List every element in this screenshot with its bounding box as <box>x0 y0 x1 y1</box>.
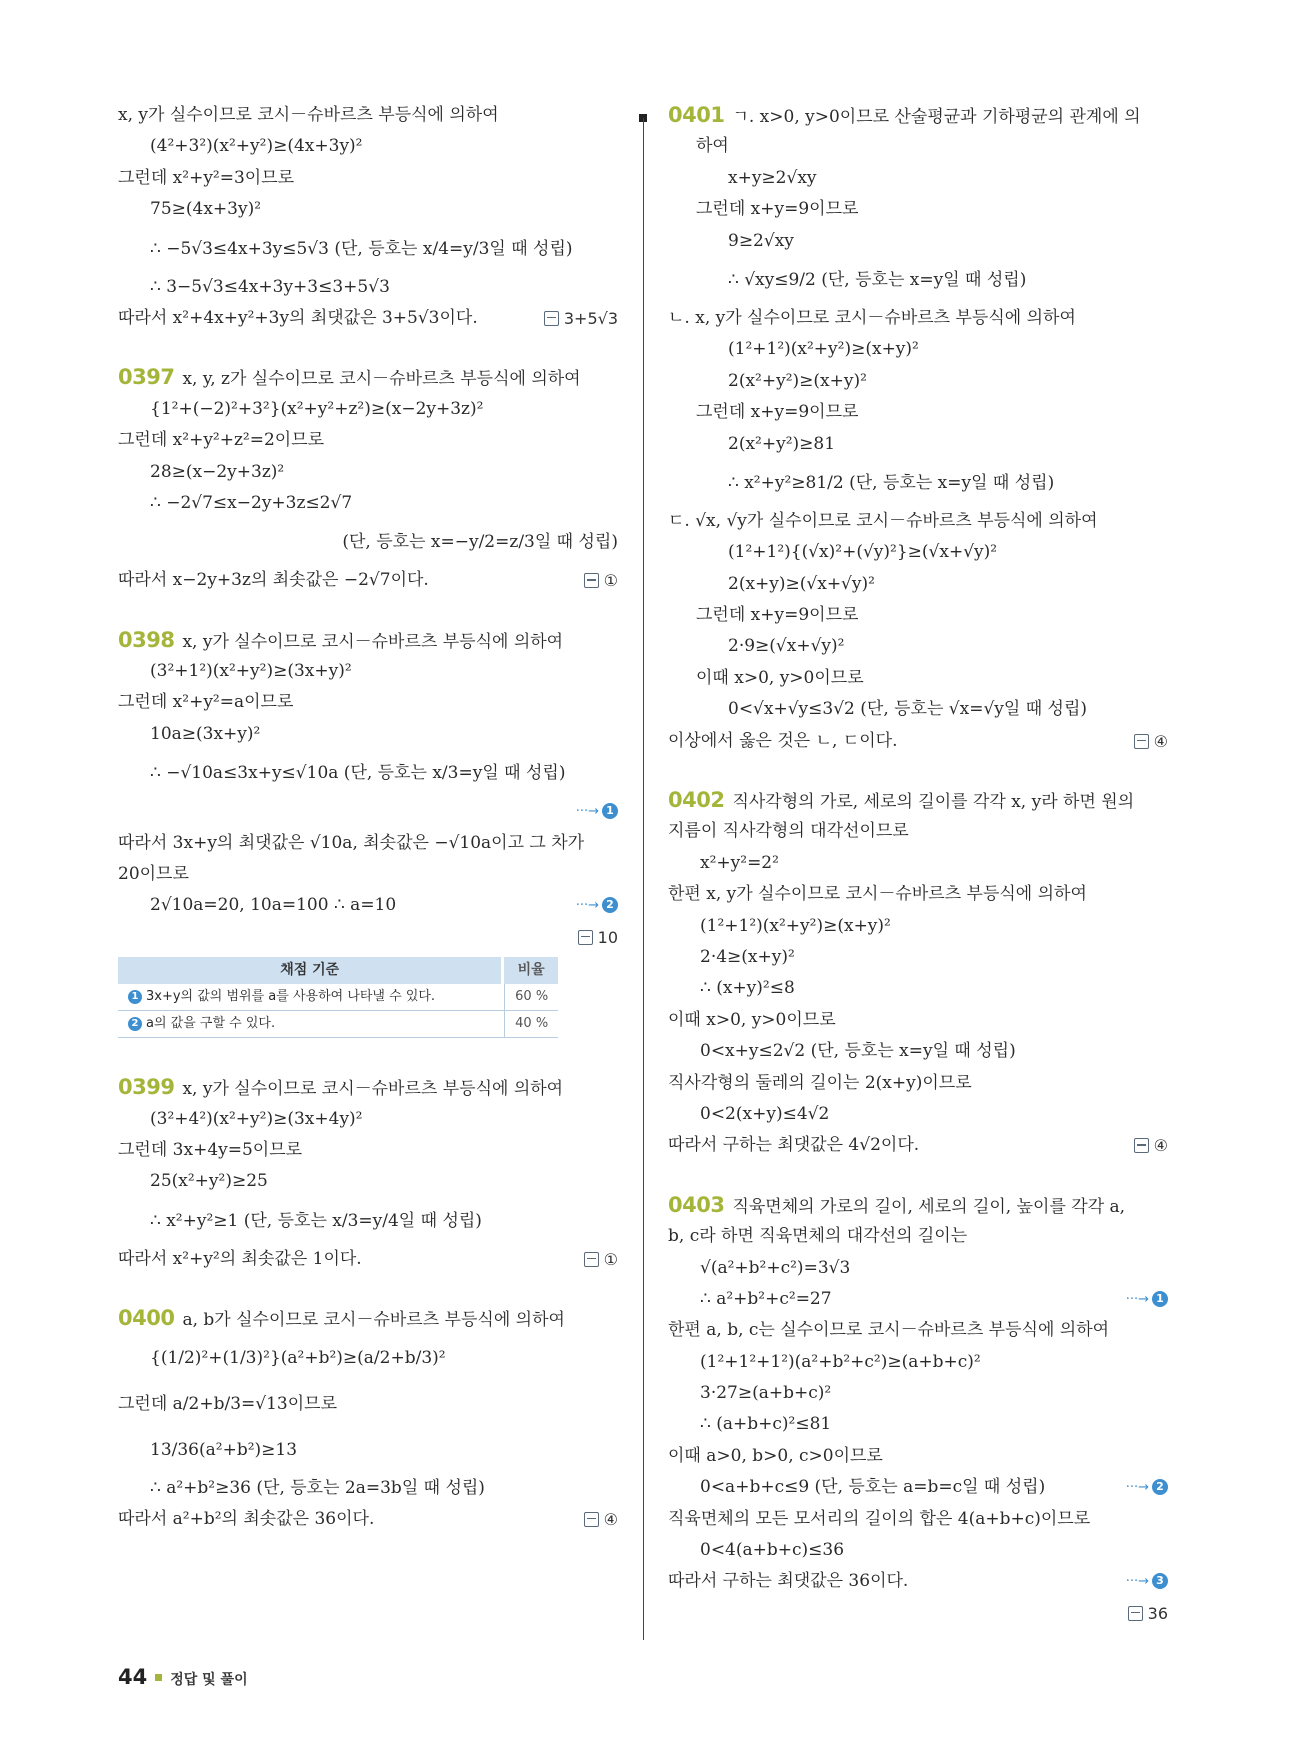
problem-start-line <box>668 1190 1168 1221</box>
line-text: 직육면체의 가로의 길이, 세로의 길이, 높이를 각각 a, <box>732 1196 1126 1217</box>
dotted-arrow-icon: ···→ <box>1125 1480 1149 1496</box>
solution-line <box>118 425 618 456</box>
line-text: 2·4≥(x+y)² <box>700 946 795 967</box>
answer-value: 3+5√3 <box>563 308 618 328</box>
solution-line <box>118 1473 618 1504</box>
answer-box-icon <box>584 573 599 588</box>
line-text: 따라서 a²+b²의 최솟값은 36이다. <box>118 1508 375 1529</box>
solution-line <box>668 911 1168 942</box>
line-text: 따라서 3x+y의 최댓값은 √10a, 최솟값은 −√10a이고 그 차가 <box>118 832 585 853</box>
solution-line <box>668 131 1168 162</box>
problem-start-line <box>668 100 1168 131</box>
line-text: 2(x²+y²)≥81 <box>728 433 836 454</box>
solution-line <box>118 1198 618 1244</box>
grading-criteria-table <box>118 957 558 1038</box>
solution-line <box>668 303 1168 334</box>
line-text: 13/36(a²+b²)≥13 <box>150 1439 298 1460</box>
table-header-criteria: 채점 기준 <box>280 962 340 979</box>
dotted-arrow-icon: ···→ <box>575 898 599 914</box>
line-text: (1²+1²)(x²+y²)≥(x+y)² <box>728 339 919 360</box>
solution-line <box>118 687 618 718</box>
answer-mark <box>544 303 618 334</box>
line-text: 지름이 직사각형의 대각선이므로 <box>668 821 909 842</box>
solution-line <box>118 1381 618 1427</box>
line-text: b, c라 하면 직육면체의 대각선의 길이는 <box>668 1226 968 1247</box>
solution-line <box>118 194 618 225</box>
solution-line <box>668 460 1168 506</box>
column-divider <box>643 118 644 1640</box>
solution-line <box>668 1005 1168 1036</box>
dotted-arrow-icon: ···→ <box>575 804 599 820</box>
solution-line <box>668 1441 1168 1472</box>
line-text: 75≥(4x+3y)² <box>150 199 262 220</box>
table-header-ratio: 비율 <box>501 957 558 984</box>
line-text: 20이므로 <box>118 864 189 885</box>
problem-number: 0401 <box>668 103 725 127</box>
solution-line <box>118 303 618 334</box>
right-column <box>668 100 1168 1629</box>
line-text: ㄴ. x, y가 실수이므로 코시－슈바르츠 부등식에 의하여 <box>668 307 1076 328</box>
solution-line <box>118 828 618 859</box>
solution-line <box>118 394 618 425</box>
solution-line <box>668 1315 1168 1346</box>
line-text: ∴ 3−5√3≤4x+3y+3≤3+5√3 <box>150 276 390 297</box>
problem-number: 0402 <box>668 788 725 813</box>
solution-line <box>668 366 1168 397</box>
solution-line <box>118 565 618 596</box>
line-text: (단, 등호는 x=−y/2=z/3일 때 성립) <box>342 532 618 553</box>
answer-value: ④ <box>603 1509 618 1529</box>
solution-line <box>668 726 1168 757</box>
line-text: 한편 a, b, c는 실수이므로 코시－슈바르츠 부등식에 의하여 <box>668 1320 1110 1341</box>
solution-line <box>118 163 618 194</box>
step-number-badge: 2 <box>1152 1479 1168 1495</box>
left-column <box>118 100 618 1535</box>
answer-mark <box>1128 1598 1168 1629</box>
criteria-label: 3x+y의 값의 범위를 a를 사용하여 나타낼 수 있다. <box>146 989 436 1005</box>
line-text: (1²+1²){(√x)²+(√y)²}≥(√x+√y)² <box>728 542 998 563</box>
line-text: 3·27≥(a+b+c)² <box>700 1383 832 1404</box>
solution-line <box>668 1221 1168 1252</box>
solution-line <box>668 506 1168 537</box>
problem-start-line <box>668 785 1168 816</box>
criteria-text <box>118 984 504 1010</box>
solution-line <box>118 656 618 687</box>
problem-start-line <box>118 1303 618 1334</box>
line-text: x, y가 실수이므로 코시－슈바르츠 부등식에 의하여 <box>118 105 499 125</box>
line-text: (1²+1²)(x²+y²)≥(x+y)² <box>700 915 891 936</box>
table-row <box>118 1011 558 1038</box>
solution-line <box>668 1504 1168 1535</box>
table-header-row <box>118 957 558 984</box>
answer-mark <box>584 1504 618 1535</box>
solution-line <box>668 397 1168 428</box>
solution-line <box>668 537 1168 568</box>
line-text: ∴ √xy≤9/2 (단, 등호는 x=y일 때 성립) <box>728 269 1027 290</box>
line-text: 9≥2√xy <box>728 230 794 251</box>
scoring-step-marker <box>1126 1284 1168 1315</box>
solution-line <box>118 1335 618 1381</box>
solution-line <box>668 631 1168 662</box>
line-text: 2(x²+y²)≥(x+y)² <box>728 370 867 391</box>
footer-label: 정답 및 풀이 <box>170 1672 248 1688</box>
page-footer <box>118 1665 248 1689</box>
problem-number: 0399 <box>118 1075 175 1100</box>
line-text: 0<4(a+b+c)≤36 <box>700 1540 845 1561</box>
answer-mark <box>1134 726 1168 757</box>
table-row <box>118 984 558 1011</box>
line-text: 그런데 x+y=9이므로 <box>696 402 859 423</box>
solution-line <box>118 1427 618 1473</box>
answer-mark <box>584 1244 618 1275</box>
solution-line <box>668 429 1168 460</box>
line-text: a, b가 실수이므로 코시－슈바르츠 부등식에 의하여 <box>182 1310 565 1331</box>
answer-box-icon <box>584 1252 599 1267</box>
solution-line <box>668 879 1168 910</box>
line-text: 이때 x>0, y>0이므로 <box>668 1009 836 1030</box>
line-text: 따라서 구하는 최댓값은 4√2이다. <box>668 1135 920 1156</box>
solution-line <box>668 816 1168 847</box>
solution-line <box>668 1253 1168 1284</box>
line-text: (1²+1²+1²)(a²+b²+c²)≥(a+b+c)² <box>700 1351 981 1372</box>
section-gap <box>118 597 618 625</box>
criteria-ratio: 60 % <box>504 984 558 1010</box>
solution-line <box>668 848 1168 879</box>
solution-line <box>668 1566 1168 1597</box>
line-text: ∴ a²+b²+c²=27 <box>700 1288 832 1309</box>
answer-mark <box>584 565 618 596</box>
solution-line <box>118 1244 618 1275</box>
solution-line <box>668 1130 1168 1161</box>
line-text: x²+y²=2² <box>700 852 779 873</box>
solution-line <box>668 694 1168 725</box>
answer-box-icon <box>1134 1138 1149 1153</box>
answer-box-icon <box>1128 1606 1143 1621</box>
line-text: 따라서 x−2y+3z의 최솟값은 −2√7이다. <box>118 570 429 591</box>
line-text: 0<2(x+y)≤4√2 <box>700 1103 830 1124</box>
solution-line <box>668 569 1168 600</box>
section-gap <box>118 334 618 362</box>
answer-value: ④ <box>1153 1136 1168 1156</box>
line-text: 그런데 x+y=9이므로 <box>696 199 859 220</box>
section-gap <box>668 1162 1168 1190</box>
answer-box-icon <box>544 311 559 326</box>
solution-line <box>118 859 618 890</box>
problem-number: 0400 <box>118 1306 175 1331</box>
line-text: √(a²+b²+c²)=3√3 <box>700 1257 851 1278</box>
solution-line <box>668 663 1168 694</box>
answer-box-icon <box>584 1512 599 1527</box>
solution-line <box>118 1135 618 1166</box>
line-text: ∴ (x+y)²≤8 <box>700 978 795 999</box>
line-text: 그런데 x²+y²=3이므로 <box>118 167 295 188</box>
solution-line <box>668 1036 1168 1067</box>
criteria-number-badge: 2 <box>128 1017 142 1031</box>
line-text: 직사각형의 가로, 세로의 길이를 각각 x, y라 하면 원의 <box>732 792 1135 813</box>
solution-line <box>118 890 618 921</box>
line-text: x, y, z가 실수이므로 코시－슈바르츠 부등식에 의하여 <box>182 369 581 390</box>
line-text: {1²+(−2)²+3²}(x²+y²+z²)≥(x−2y+3z)² <box>150 398 484 419</box>
line-text: 한편 x, y가 실수이므로 코시－슈바르츠 부등식에 의하여 <box>668 884 1087 905</box>
solution-line <box>118 1504 618 1535</box>
line-text: 그런데 a/2+b/3=√13이므로 <box>118 1393 337 1414</box>
section-gap <box>118 1275 618 1303</box>
solution-line <box>668 257 1168 303</box>
line-text: x, y가 실수이므로 코시－슈바르츠 부등식에 의하여 <box>182 1079 564 1100</box>
section-gap <box>668 757 1168 785</box>
solution-line <box>118 100 618 131</box>
line-text: 0<x+y≤2√2 (단, 등호는 x=y일 때 성립) <box>700 1041 1016 1062</box>
solution-line <box>668 1347 1168 1378</box>
line-text: ∴ −5√3≤4x+3y≤5√3 (단, 등호는 x/4=y/3일 때 성립) <box>150 238 573 259</box>
solution-line <box>118 457 618 488</box>
answer-value: 10 <box>597 927 618 947</box>
criteria-ratio: 40 % <box>504 1011 558 1037</box>
dotted-arrow-icon: ···→ <box>1125 1291 1149 1307</box>
line-text: 따라서 구하는 최댓값은 36이다. <box>668 1571 909 1592</box>
line-text: 0<a+b+c≤9 (단, 등호는 a=b=c일 때 성립) <box>700 1477 1046 1498</box>
line-text: 그런데 3x+4y=5이므로 <box>118 1139 303 1160</box>
step-number-badge: 1 <box>602 803 618 819</box>
line-text: 2√10a=20, 10a=100 ∴ a=10 <box>150 895 397 916</box>
line-text: (3²+1²)(x²+y²)≥(3x+y)² <box>150 661 352 682</box>
solution-line <box>668 1535 1168 1566</box>
solution-line <box>118 1104 618 1135</box>
page-number: 44 <box>118 1665 148 1689</box>
answer-value: ① <box>603 1249 618 1269</box>
solution-line <box>118 922 618 953</box>
solution-line <box>668 1068 1168 1099</box>
problem-start-line <box>118 362 618 393</box>
line-text: ∴ −2√7≤x−2y+3z≤2√7 <box>150 492 353 513</box>
solution-line <box>668 1598 1168 1629</box>
scoring-step-marker <box>1126 1566 1168 1597</box>
solution-line <box>668 973 1168 1004</box>
line-text: 이때 x>0, y>0이므로 <box>696 667 864 688</box>
solution-line <box>668 1099 1168 1130</box>
line-text: 이때 a>0, b>0, c>0이므로 <box>668 1445 883 1466</box>
line-text: 2(x+y)≥(√x+√y)² <box>728 573 875 594</box>
solution-line <box>118 131 618 162</box>
solution-line <box>668 1472 1168 1503</box>
line-text: 25(x²+y²)≥25 <box>150 1171 268 1192</box>
answer-box-icon <box>1134 734 1149 749</box>
line-text: 따라서 x²+4x+y²+3y의 최댓값은 3+5√3이다. <box>118 307 478 328</box>
answer-box-icon <box>578 930 593 945</box>
solution-line <box>668 226 1168 257</box>
solution-line <box>668 942 1168 973</box>
criteria-text <box>118 1011 504 1037</box>
solution-line <box>668 194 1168 225</box>
line-text: 따라서 x²+y²의 최솟값은 1이다. <box>118 1248 362 1269</box>
line-text: 그런데 x+y=9이므로 <box>696 605 859 626</box>
line-text: (4²+3²)(x²+y²)≥(4x+3y)² <box>150 136 363 157</box>
solution-line <box>668 1409 1168 1440</box>
solution-line <box>668 334 1168 365</box>
solution-line <box>118 750 618 796</box>
solution-line <box>668 600 1168 631</box>
line-text: {(1/2)²+(1/3)²}(a²+b²)≥(a/2+b/3)² <box>150 1347 446 1368</box>
line-text: 하여 <box>696 136 729 157</box>
line-text: 0<√x+√y≤3√2 (단, 등호는 √x=√y일 때 성립) <box>728 699 1088 720</box>
line-text: (3²+4²)(x²+y²)≥(3x+4y)² <box>150 1108 363 1129</box>
line-text: 직사각형의 둘레의 길이는 2(x+y)이므로 <box>668 1072 972 1093</box>
solution-line <box>118 226 618 272</box>
solution-line <box>118 719 618 750</box>
line-text: 10a≥(3x+y)² <box>150 723 261 744</box>
line-text: x, y가 실수이므로 코시－슈바르츠 부등식에 의하여 <box>182 631 564 652</box>
problem-start-line <box>118 1072 618 1103</box>
line-text: 이상에서 옳은 것은 ㄴ, ㄷ이다. <box>668 730 898 751</box>
solution-line <box>118 1166 618 1197</box>
solution-line <box>118 796 618 827</box>
criteria-label: a의 값을 구할 수 있다. <box>146 1016 276 1032</box>
problem-number: 0397 <box>118 365 175 390</box>
solution-line <box>118 488 618 519</box>
line-text: 2·9≥(√x+√y)² <box>728 636 845 657</box>
line-text: ∴ −√10a≤3x+y≤√10a (단, 등호는 x/3=y일 때 성립) <box>150 763 566 784</box>
step-number-badge: 3 <box>1152 1573 1168 1589</box>
problem-number: 0403 <box>668 1192 725 1217</box>
section-gap <box>118 1044 618 1072</box>
answer-mark <box>578 922 618 953</box>
solution-line <box>668 1284 1168 1315</box>
line-text: 28≥(x−2y+3z)² <box>150 461 285 482</box>
line-text: 그런데 x²+y²+z²=2이므로 <box>118 430 325 451</box>
criteria-number-badge: 1 <box>128 990 142 1004</box>
line-text: ∴ (a+b+c)²≤81 <box>700 1414 832 1435</box>
step-number-badge: 1 <box>1152 1291 1168 1307</box>
line-text: ∴ a²+b²≥36 (단, 등호는 2a=3b일 때 성립) <box>150 1477 485 1498</box>
answer-value: ④ <box>1153 731 1168 751</box>
answer-mark <box>1134 1130 1168 1161</box>
scoring-step-marker <box>576 890 618 921</box>
scoring-step-marker <box>1126 1472 1168 1503</box>
problem-start-line <box>118 625 618 656</box>
scoring-step-marker <box>576 796 618 827</box>
solution-line <box>668 1378 1168 1409</box>
line-text: 직육면체의 모든 모서리의 길이의 합은 4(a+b+c)이므로 <box>668 1508 1091 1529</box>
footer-bullet <box>155 1674 162 1681</box>
line-text: ㄱ. x>0, y>0이므로 산술평균과 기하평균의 관계에 의 <box>732 107 1141 127</box>
solution-line <box>118 519 618 565</box>
line-text: ㄷ. √x, √y가 실수이므로 코시－슈바르츠 부등식에 의하여 <box>668 510 1098 531</box>
line-text: 그런데 x²+y²=a이므로 <box>118 692 294 713</box>
problem-number: 0398 <box>118 627 175 652</box>
answer-value: ① <box>603 571 618 591</box>
line-text: ∴ x²+y²≥1 (단, 등호는 x/3=y/4일 때 성립) <box>150 1210 482 1231</box>
line-text: ∴ x²+y²≥81/2 (단, 등호는 x=y일 때 성립) <box>728 472 1055 493</box>
solution-line <box>668 163 1168 194</box>
dotted-arrow-icon: ···→ <box>1125 1574 1149 1590</box>
step-number-badge: 2 <box>602 897 618 913</box>
answer-value: 36 <box>1147 1603 1168 1623</box>
line-text: x+y≥2√xy <box>728 167 817 188</box>
solution-line <box>118 272 618 303</box>
